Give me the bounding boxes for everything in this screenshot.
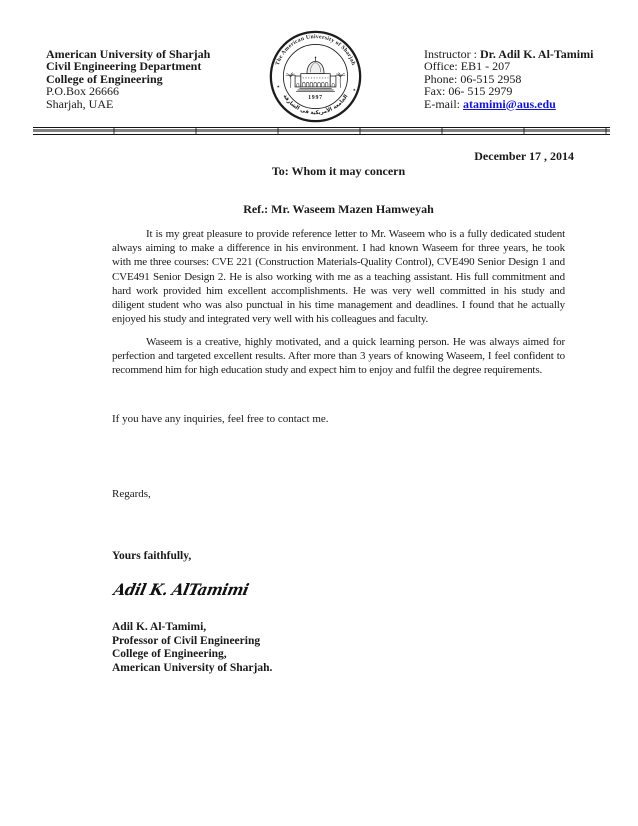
seal-star-left: ✶	[275, 83, 282, 90]
sender-college: College of Engineering	[46, 71, 163, 86]
signer-name: Adil K. Al-Tamimi,	[112, 621, 207, 633]
signer-college: College of Engineering,	[112, 648, 227, 661]
to-whom-line: To: Whom it may concern	[271, 164, 406, 178]
sender-pobox: P.O.Box 26666	[46, 84, 120, 99]
seal-svg	[268, 29, 363, 124]
signer-title: Professor of Civil Engineering	[112, 634, 261, 647]
university-seal-logo	[268, 29, 363, 124]
reference-subject-line: Ref.: Mr. Waseem Mazen Hamweyah	[243, 202, 434, 216]
email-label: E-mail:	[424, 96, 463, 111]
seal-year: 1997	[308, 94, 323, 101]
sender-department: Civil Engineering Department	[46, 59, 202, 74]
signer-university: American University of Sharjah.	[112, 661, 273, 674]
instructor-contact-block	[424, 48, 593, 110]
seal-star-right: ✶	[351, 87, 358, 93]
seal-ring-text: The American University of Sharjah	[274, 34, 357, 67]
paragraph-1: It is my great pleasure to provide reference letter to Mr. Waseem who is a fully dedicated student always aiming to make a difference in his environment. I had known Waseem for three years, he took with me three courses: CVE 221 (Construction Materials-Quality Control), CVE490 Senior Design 1 and CVE491 Senior Design 2. He is also working with me as a teaching assistant. His full commitment and hard work provided him excellent accomplishments. He was very well committed in his study and diligent student who was also punctual in his time management and deadlines. I found that he actually enjoyed his study and integrated very well with his colleagues and faculty.	[112, 228, 565, 326]
regards-line: Regards,	[112, 488, 151, 500]
instructor-name: Dr. Adil K. Al-Tamimi	[480, 47, 594, 61]
fax-line: Fax: 06- 515 2979	[424, 84, 513, 99]
letter-date: December 17 , 2014	[474, 149, 574, 163]
sender-city: Sharjah, UAE	[46, 96, 114, 111]
instructor-label: Instructor :	[424, 47, 480, 61]
handwritten-signature: Adil K. AlTamimi	[112, 580, 251, 599]
phone-line: Phone: 06-515 2958	[424, 71, 522, 86]
inquiries-line: If you have any inquiries, feel free to contact me.	[112, 413, 329, 425]
seal-arabic-text: الجامعة الأمريكية في الشارقة	[281, 93, 350, 117]
sender-university: American University of Sharjah	[46, 47, 211, 61]
sender-address-block	[46, 48, 210, 110]
email-line	[424, 98, 593, 110]
signature-block	[112, 621, 272, 675]
email-link[interactable]: atamimi@aus.edu	[463, 96, 556, 111]
header-divider-rule	[33, 127, 610, 135]
closing-line: Yours faithfully,	[112, 550, 192, 562]
paragraph-2: Waseem is a creative, highly motivated, and a quick learning person. He was always aimed for perfection and targeted excellent results. After more than 3 years of knowing Waseem, I feel confident to recommend him for high education study and expect him to enjoy and fulfil the degree requirements.	[112, 336, 565, 377]
office-line: Office: EB1 - 207	[424, 59, 511, 74]
